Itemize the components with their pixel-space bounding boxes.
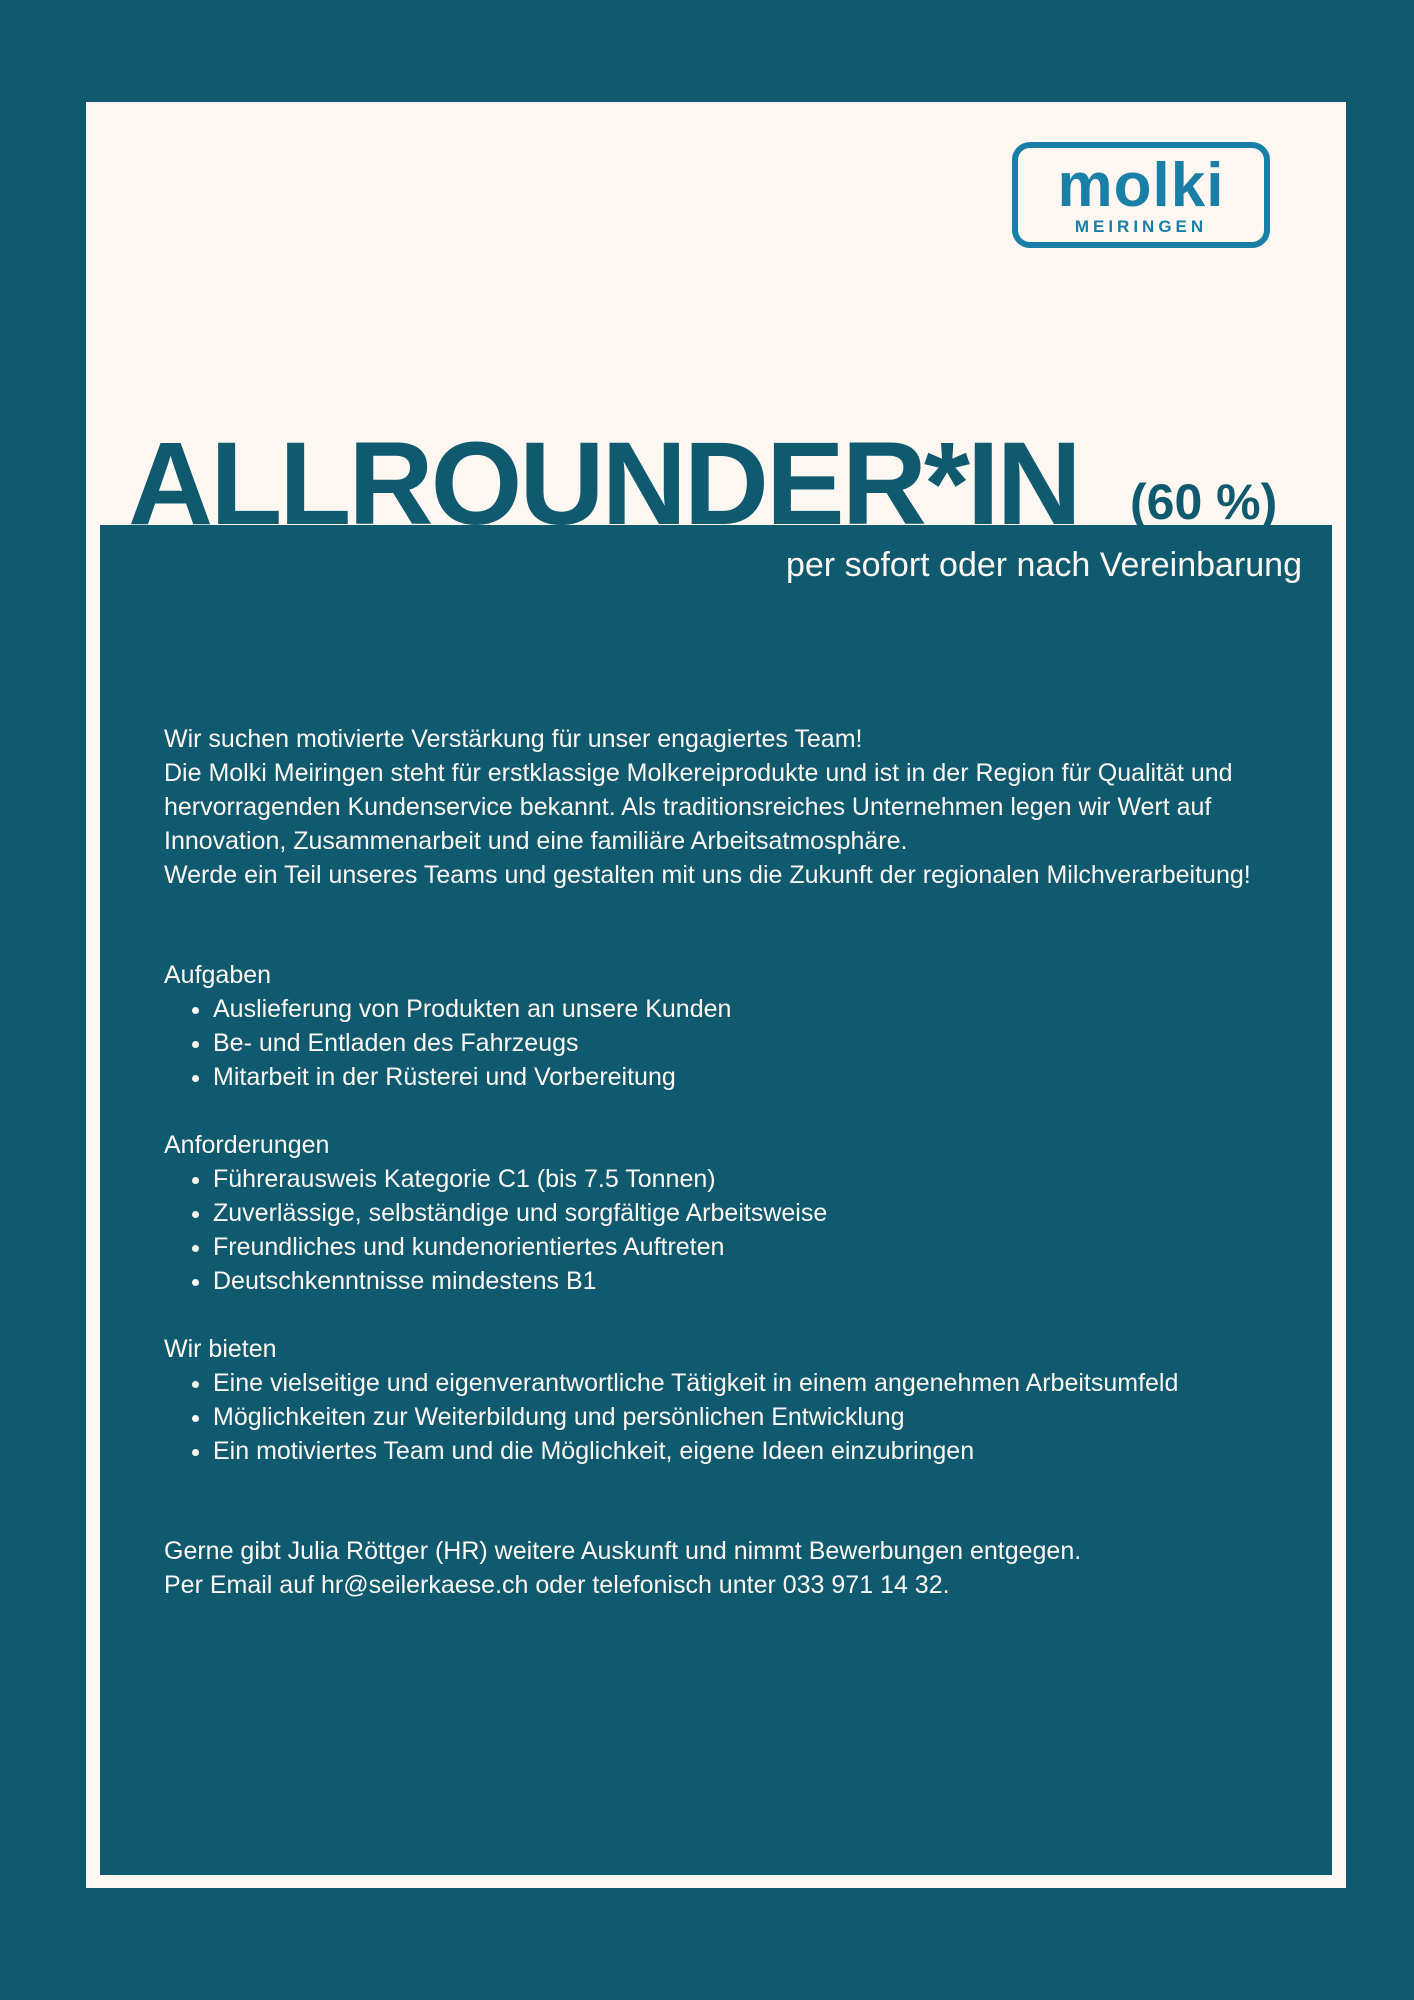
section-title: Anforderungen [164,1131,330,1159]
list-item: • Möglichkeiten zur Weiterbildung und persönlichen Entwicklung [213,1400,1274,1434]
list-item: • Deutschkenntnisse mindestens B1 [213,1264,1274,1298]
list-item: • Führerausweis Kategorie C1 (bis 7.5 Tonnen) [213,1162,1274,1196]
section-requirements [164,1128,1274,1298]
list-item: • Be- und Entladen des Fahrzeugs [213,1026,1274,1060]
intro-text [164,722,1274,892]
logo-location: MEIRINGEN [1074,217,1208,236]
intro-invite: Werde ein Teil unseres Teams und gestalten mit uns die Zukunft der regionalen Milchverarbeitung! [164,861,1251,889]
section-tasks [164,958,1274,1094]
job-title: ALLROUNDER*IN [128,418,1079,550]
contact-person: Gerne gibt Julia Röttger (HR) weitere Auskunft und nimmt Bewerbungen entgegen. [164,1537,1082,1565]
list-item: • Ein motiviertes Team und die Möglichkeit, eigene Ideen einzubringen [213,1434,1274,1468]
intro-company: Die Molki Meiringen steht für erstklassige Molkereiprodukte und ist in der Region für Qualität und hervorragenden Kundenservice bekannt. Als traditionsreiches Unternehmen legen wir Wert auf Innovation, Zusammenarbeit und eine familiäre Arbeitsatmosphäre. [164,759,1233,855]
logo-wordmark: molki [1057,151,1225,220]
list-item: • Freundliches und kundenorientiertes Auftreten [213,1230,1274,1264]
section-offer [164,1332,1274,1468]
offer-list [164,1366,1274,1468]
contact-info [164,1534,1274,1602]
workload-percent: (60 %) [1130,474,1278,530]
list-item: • Mitarbeit in der Rüsterei und Vorbereitung [213,1060,1274,1094]
task-list [164,992,1274,1094]
intro-headline: Wir suchen motivierte Verstärkung für unser engagiertes Team! [164,725,863,753]
list-item: • Auslieferung von Produkten an unsere Kunden [213,992,1274,1026]
requirement-list [164,1162,1274,1298]
contact-details: Per Email auf hr@seilerkaese.ch oder telefonisch unter 033 971 14 32. [164,1571,950,1599]
list-item: • Eine vielseitige und eigenverantwortliche Tätigkeit in einem angenehmen Arbeitsumfeld [213,1366,1274,1400]
job-description [164,722,1274,1602]
section-title: Wir bieten [164,1335,277,1363]
section-title: Aufgaben [164,961,272,989]
molki-logo [1012,142,1270,248]
list-item: • Zuverlässige, selbständige und sorgfältige Arbeitsweise [213,1196,1274,1230]
start-date-subtitle: per sofort oder nach Vereinbarung [785,546,1302,584]
